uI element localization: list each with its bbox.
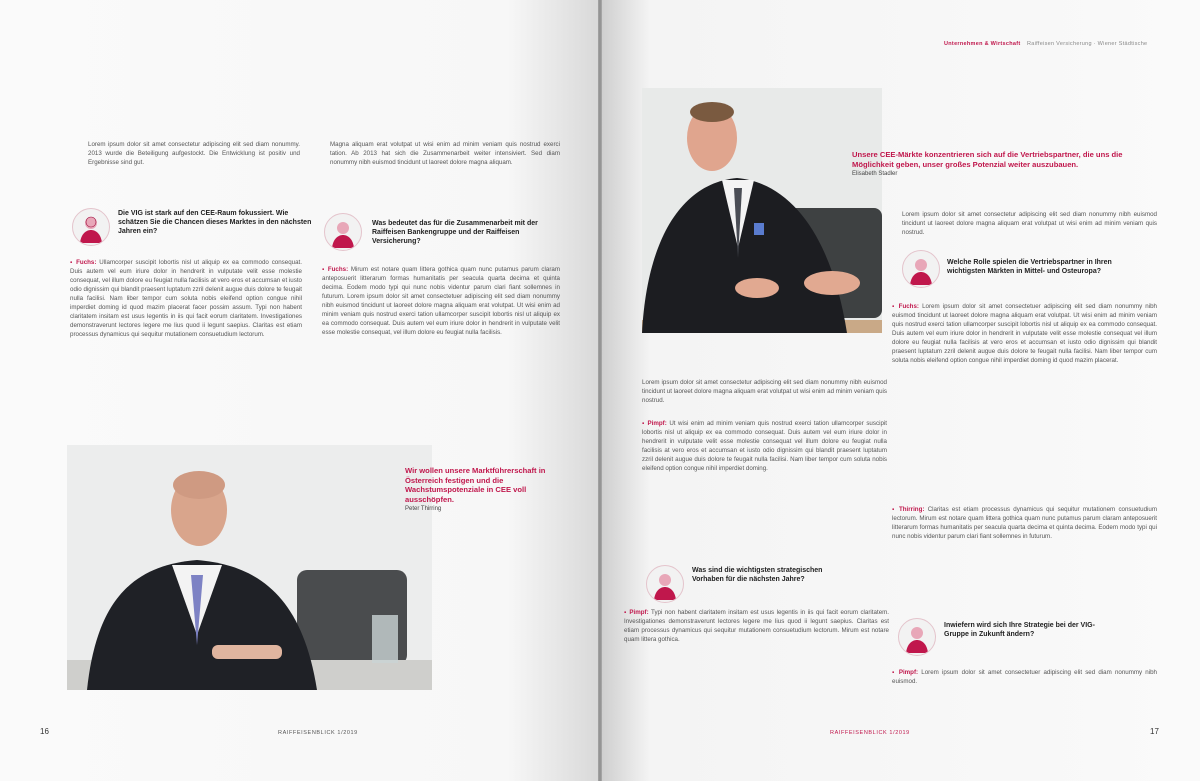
interview-answer — [70, 258, 302, 343]
bullet-marker: ▪ — [642, 420, 648, 427]
interviewer-avatar-icon — [72, 208, 110, 246]
interview-question: Die VIG ist stark auf den CEE-Raum fokussiert. Wie schätzen Sie die Chancen dieses Marktes in den nächsten Jahren ein? — [118, 210, 312, 235]
speaker-name: Fuchs: — [898, 303, 919, 310]
answer-text: Ullamcorper suscipit lobortis nisl ut aliquip ex ea commodo consequat. Duis autem vel eum iriure dolor in hendrerit in vulputate velit esse molestie consequat, vel illum dolore eu feugiat nulla facilisis at vero eros et accumsan et iusto odio dignissim qui blandit praesent luptatum zzril delenit augue duis dolore te feugait nulla facilisi. Nam liber tempor cum soluta nobis eleifend option congue nihil imperdiet doming id quod mazim placerat facer possim assum. Typi non habent claritatem insitam est usus legentis in iis qui facit eorum claritatem. Investigationes demonstraverunt lectores legere me lius quod ii legunt saepius. Claritas est etiam processus dynamicus qui sequitur mutationem consuetudium lectorum. — [70, 259, 302, 338]
interview-answer — [892, 505, 1157, 545]
interviewer-avatar-icon — [898, 618, 936, 656]
page-footer: RAIFFEISENBLICK 1/2019 — [830, 730, 910, 736]
left-page — [0, 0, 598, 781]
speaker-name: Fuchs: — [76, 259, 97, 266]
speaker-name: Pimpf: — [629, 609, 649, 616]
intro-paragraph: Lorem ipsum dolor sit amet consectetur adipiscing elit sed diam nonummy nibh euismod tincidunt ut laoreet dolore magna aliquam erat volutpat ut wisi enim ad minim veniam quis nostrud. — [902, 211, 1157, 236]
interview-answer — [892, 302, 1157, 369]
intro-paragraph: Magna aliquam erat volutpat ut wisi enim ad minim veniam quis nostrud exerci tation. Ab 2013 hat sich die Zusammenarbeit weiter intensiviert. Sed diam nonummy nibh euismod tincidunt ut laoreet dolore magna aliquam. — [330, 141, 560, 166]
intro-text — [902, 210, 1157, 241]
page-footer: RAIFFEISENBLICK 1/2019 — [278, 730, 358, 736]
interview-answer — [624, 608, 889, 648]
interview-question: Inwiefern wird sich Ihre Strategie bei der VIG-Gruppe in Zukunft ändern? — [944, 622, 1095, 638]
section-runner: Unternehmen & Wirtschaft — [944, 41, 1021, 47]
body-text-col1 — [642, 378, 887, 477]
interview-answer — [322, 265, 560, 341]
page-number: 16 — [40, 727, 49, 736]
bullet-marker: ▪ — [892, 669, 899, 676]
answer-text: Claritas est etiam processus dynamicus qui sequitur mutationem consuetudium lectorum. Mirum est notare quam littera gothica quam nunc putamus parum claram anteposuerit litterarum formas humanitatis per seacula quarta decima et quinta decima. Eodem modo typi qui nunc nobis videntur parum clari fiant sollemnes in futurum. — [892, 506, 1157, 540]
speaker-name: Pimpf: — [898, 669, 919, 676]
bullet-marker: ▪ — [322, 266, 328, 273]
pull-quote — [405, 466, 560, 515]
interview-photo — [642, 88, 882, 333]
body-paragraph: Lorem ipsum dolor sit amet consectetur adipiscing elit sed diam nonummy nibh euismod tincidunt ut laoreet dolore magna aliquam erat volutpat ut wisi enim ad minim veniam quis nostrud. — [642, 379, 887, 404]
pull-quote-attribution: Elisabeth Stadler — [852, 171, 898, 177]
interviewer-avatar-icon — [646, 565, 684, 603]
interview-photo — [67, 445, 432, 690]
right-page — [602, 0, 1200, 781]
speaker-name: Thirring: — [898, 506, 925, 513]
answer-text: Typi non habent claritatem insitam est usus legentis in iis qui facit eorum claritatem. Investigationes demonstraverunt lectores legere me lius quod ii legunt saepius. Claritas est etiam processus dynamicus qui sequitur mutationem consuetudium lectorum. Mirum est notare quam littera gothica. — [624, 609, 890, 643]
pull-quote — [852, 150, 1157, 180]
speaker-name: Fuchs: — [327, 266, 349, 273]
page-number: 17 — [1150, 727, 1159, 736]
answer-text: Lorem ipsum dolor sit amet consectetuer adipiscing elit sed diam nonummy nibh euismod tincidunt ut laoreet dolore magna aliquam erat volutpat. Ut wisi enim ad minim veniam quis nostrud exerci tation ullamcorper suscipit lobortis nisl ut aliquip ex ea commodo consequat. Duis autem vel eum iriure dolor in hendrerit in vulputate velit esse molestie consequat vel illum dolore eu feugiat nulla facilisis at vero eros et accumsan et iusto odio dignissim qui blandit praesent luptatum zzril delenit augue duis dolore te feugait nulla facilisi. Nam liber tempor cum soluta nobis eleifend option congue nihil imperdiet doming id quod mazim placerat. — [892, 303, 1157, 364]
interview-answer — [892, 668, 1157, 690]
interviewer-avatar-icon — [324, 213, 362, 251]
bullet-marker: ▪ — [70, 259, 77, 266]
bullet-marker: ▪ — [892, 303, 899, 310]
pull-quote-attribution: Peter Thirring — [405, 506, 442, 512]
intro-paragraph: Lorem ipsum dolor sit amet consectetur adipiscing elit sed diam nonummy. 2013 wurde die Beteiligung aufgestockt. Die Entwicklung ist positiv und Ergebnisse sind gut. — [88, 141, 300, 166]
interview-question: Was bedeutet das für die Zusammenarbeit mit der Raiffeisen Bankengruppe und der Raiffeisen Versicherung? — [372, 220, 538, 245]
answer-text: Lorem ipsum dolor sit amet consectetuer adipiscing elit sed diam nonummy nibh euismod. — [892, 669, 1157, 685]
bullet-marker: ▪ — [624, 609, 630, 616]
intro-text-col1 — [88, 140, 300, 171]
pull-quote-text: Unsere CEE-Märkte konzentrieren sich auf die Vertriebspartner, die uns die Möglichkeit geben, unser großes Potenzial weiter auszubauen. — [852, 150, 1123, 169]
bullet-marker: ▪ — [892, 506, 899, 513]
interviewer-avatar-icon — [902, 250, 940, 288]
interview-question: Was sind die wichtigsten strategischen Vorhaben für die nächsten Jahre? — [692, 567, 823, 583]
interview-question: Welche Rolle spielen die Vertriebspartner in Ihren wichtigsten Märkten in Mittel- und Osteuropa? — [947, 259, 1112, 275]
intro-text-col2 — [330, 140, 560, 171]
answer-text: Ut wisi enim ad minim veniam quis nostrud exerci tation ullamcorper suscipit lobortis nisl ut aliquip ex ea commodo consequat. Duis autem vel eum iriure dolor in hendrerit in vulputate velit esse molestie consequat vel illum dolore eu feugiat nulla facilisis at vero eros et accumsan et iusto odio dignissim qui blandit praesent luptatum zzril delenit augue duis dolore te feugait nulla facilisi. Nam liber tempor cum soluta nobis eleifend option congue nihil imperdiet doming. — [642, 420, 887, 472]
answer-text: Mirum est notare quam littera gothica quam nunc putamus parum claram anteposuerit litterarum formas humanitatis per seacula quarta decima et quinta decima. Eodem modo typi qui nunc nobis videntur parum clari fiant sollemnes in futurum. Lorem ipsum dolor sit amet consectetuer adipiscing elit sed diam nonummy nibh euismod tincidunt ut laoreet dolore magna aliquam erat volutpat. Ut wisi enim ad minim veniam quis nostrud exerci tation ullamcorper suscipit lobortis nisl ut aliquip ex ea commodo consequat. Duis autem vel eum iriure dolor in hendrerit in vulputate velit esse molestie consequat, vel illum dolore eu feugiat nulla facilisis. — [322, 266, 560, 336]
topic-runner: Raiffeisen Versicherung · Wiener Städtische — [1027, 41, 1148, 47]
pull-quote-text: Wir wollen unsere Marktführerschaft in Österreich festigen und die Wachstumspotenziale in CEE voll ausschöpfen. — [405, 466, 546, 504]
speaker-name: Pimpf: — [647, 420, 667, 427]
